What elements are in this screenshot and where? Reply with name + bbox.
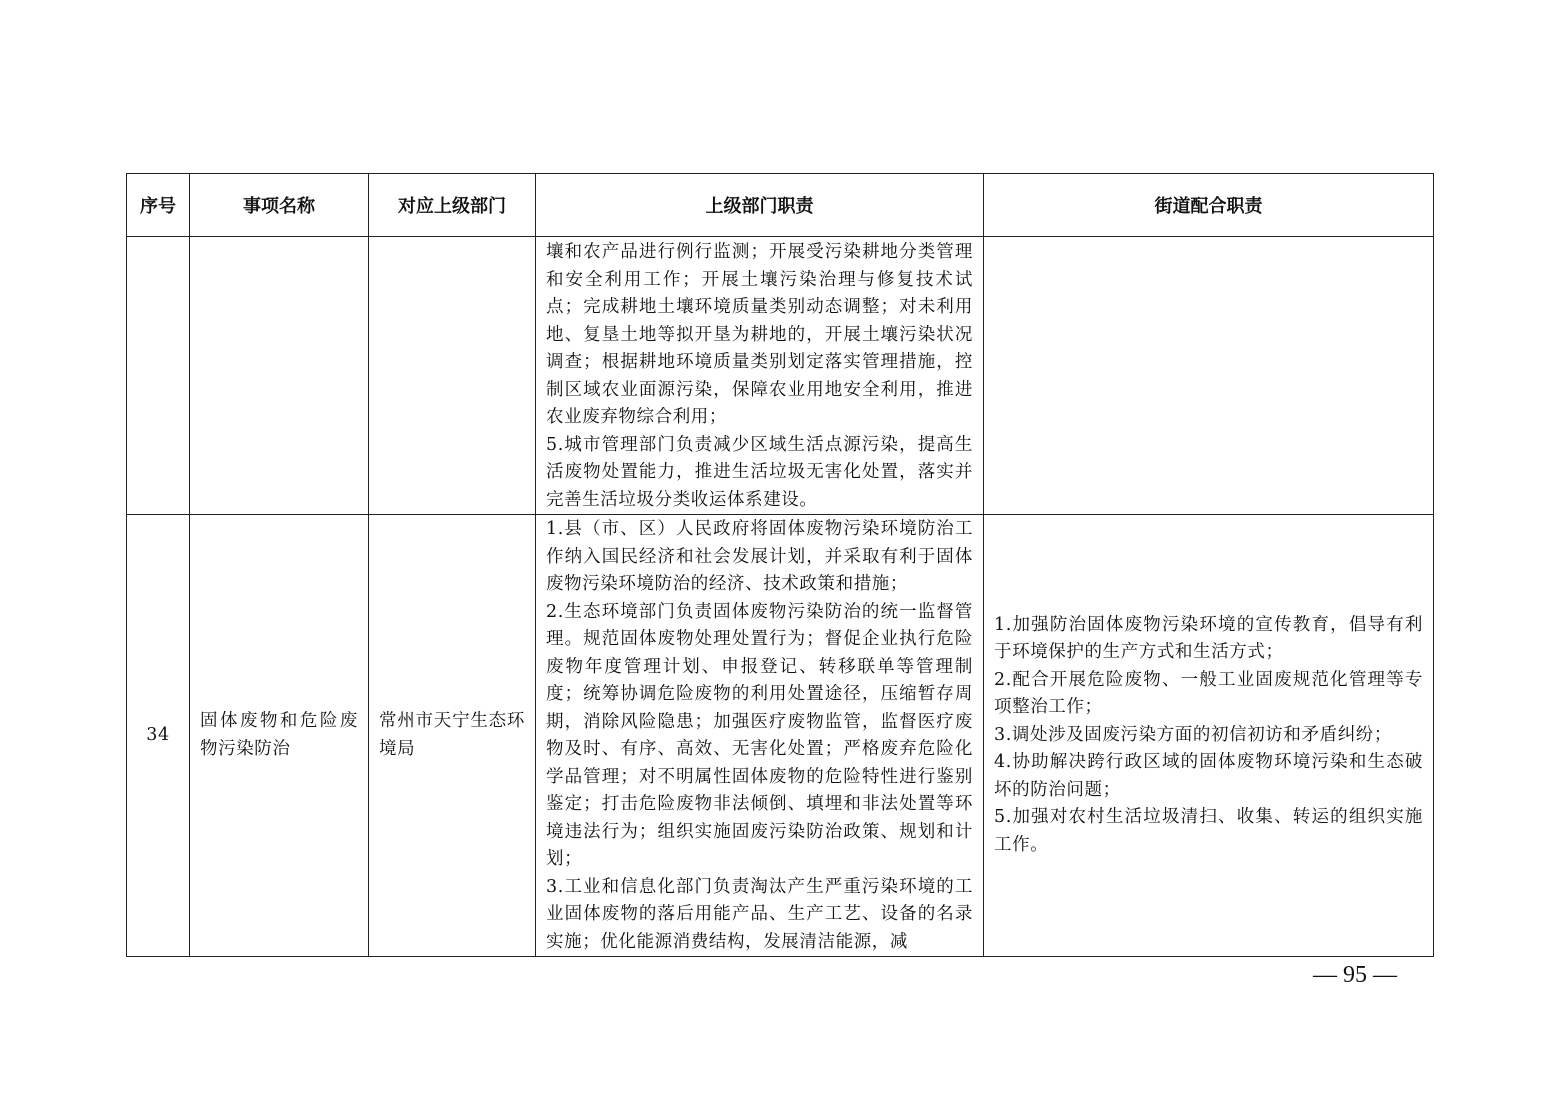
street-duty-paragraph: 4.协助解决跨行政区域的固体废物环境污染和生态破坏的防治问题； (994, 752, 1423, 800)
item-name-text: 固体废物和危险废物污染防治 (200, 711, 358, 759)
page-number: — 95 — (1313, 962, 1397, 988)
street-duty-paragraph: 3.调处涉及固废污染方面的初信初访和矛盾纠纷； (994, 724, 1392, 745)
table-row-34 (127, 515, 1434, 957)
street-duty-paragraph: 5.加强对农村生活垃圾清扫、收集、转运的组织实施工作。 (994, 807, 1423, 855)
header-seq: 序号 (127, 174, 190, 237)
duty-paragraph: 3.工业和信息化部门负责淘汰产生严重污染环境的工业固体废物的落后用能产品、生产工艺、设备的名录实施；优化能源消费结构，发展清洁能源，减 (546, 876, 973, 952)
cell-street-duty-empty (984, 237, 1434, 515)
duty-paragraph: 1.县（市、区）人民政府将固体废物污染环境防治工作纳入国民经济和社会发展计划，并采取有利于固体废物污染环境防治的经济、技术政策和措施； (546, 519, 973, 594)
responsibility-table (126, 173, 1434, 957)
header-upper-duty: 上级部门职责 (536, 174, 984, 237)
street-duty-paragraph: 2.配合开展危险废物、一般工业固废规范化管理等专项整治工作； (994, 669, 1423, 718)
duty-paragraph: 2.生态环境部门负责固体废物污染防治的统一监督管理。规范固体废物处理处置行为；督促企业执行危险废物年度管理计划、申报登记、转移联单等管理制度；统筹协调危险废物的利用处置途径，压缩暂存周期，消除风险隐患；加强医疗废物监管，监督医疗废物及时、有序、高效、无害化处置；严格废弃危险化学品管理；对不明属性固体废物的危险特性进行鉴别鉴定；打击危险废物非法倾倒、填埋和非法处置等环境违法行为；组织实施固废污染防治政策、规划和计划； (546, 601, 973, 869)
cell-upper-duty (536, 515, 984, 957)
upper-dept-text: 常州市天宁生态环境局 (379, 711, 525, 759)
cell-upper-duty (536, 237, 984, 515)
header-upper-dept: 对应上级部门 (369, 174, 536, 237)
cell-seq-empty (127, 237, 190, 515)
cell-upper-dept (369, 515, 536, 957)
table-row-continued (127, 237, 1434, 515)
duty-paragraph: 壤和农产品进行例行监测；开展受污染耕地分类管理和安全利用工作；开展土壤污染治理与修复技术试点；完成耕地土壤环境质量类别动态调整；对未利用地、复垦土地等拟开垦为耕地的，开展土壤污染状况调查；根据耕地环境质量类别划定落实管理措施，控制区域农业面源污染，保障农业用地安全利用，推进农业废弃物综合利用； (546, 242, 973, 427)
table-header-row (127, 174, 1434, 237)
duty-paragraph: 5.城市管理部门负责减少区域生活点源污染，提高生活废物处置能力，推进生活垃圾无害化处置，落实并完善生活垃圾分类收运体系建设。 (546, 434, 973, 510)
cell-seq: 34 (127, 515, 190, 957)
cell-name-empty (190, 237, 369, 515)
header-item-name: 事项名称 (190, 174, 369, 237)
header-street-duty: 街道配合职责 (984, 174, 1434, 237)
cell-street-duty (984, 515, 1434, 957)
responsibility-table-container (126, 173, 1433, 957)
street-duty-paragraph: 1.加强防治固体废物污染环境的宣传教育，倡导有利于环境保护的生产方式和生活方式； (994, 614, 1423, 663)
cell-item-name (190, 515, 369, 957)
cell-dept-empty (369, 237, 536, 515)
